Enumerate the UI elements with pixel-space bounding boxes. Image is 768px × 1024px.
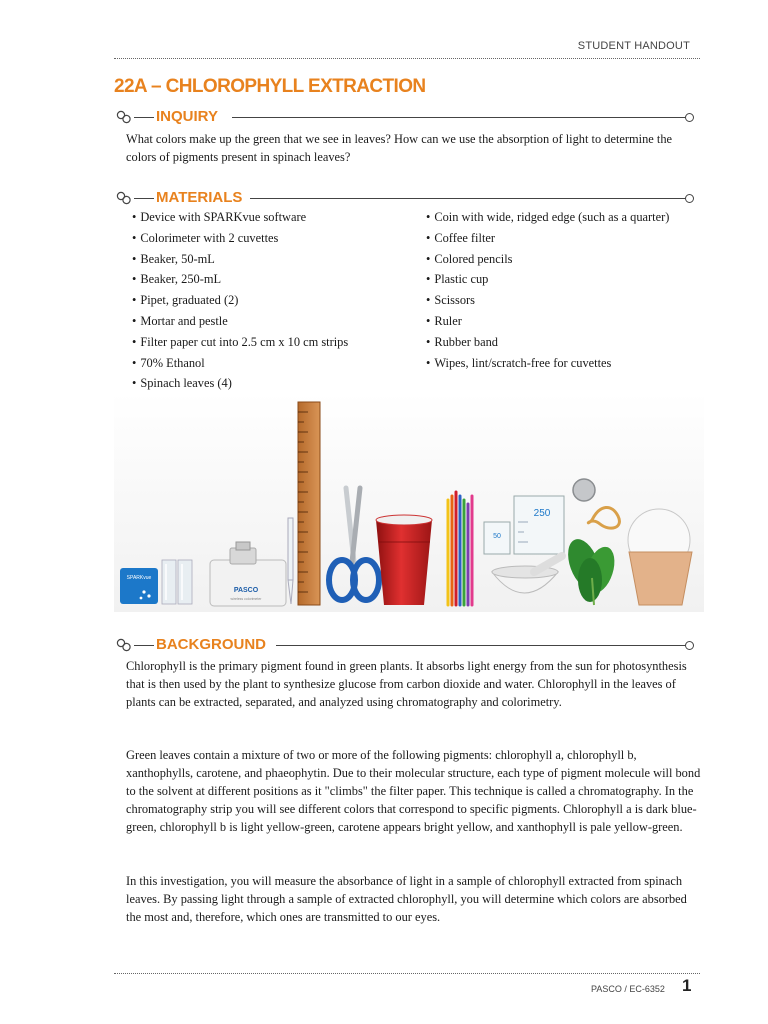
chain-link-icon [116, 191, 136, 205]
list-item: • Colorimeter with 2 cuvettes [132, 228, 348, 249]
beaker-50ml-icon [484, 522, 510, 554]
list-item: • Ruler [426, 311, 669, 332]
chain-link-icon [116, 638, 136, 652]
device-label: SPARKvue [126, 575, 152, 581]
section-background-heading [116, 636, 694, 656]
colorimeter-brand: PASCO [233, 587, 259, 594]
materials-photo [114, 392, 704, 612]
chain-link-icon [116, 110, 136, 124]
colored-pencils-icon [448, 492, 472, 605]
circle-end-icon [685, 113, 694, 122]
materials-list-right [426, 207, 669, 373]
list-item: • Scissors [426, 290, 669, 311]
section-rule [232, 117, 686, 118]
page-number: 1 [682, 976, 692, 995]
section-inquiry-heading [116, 108, 694, 128]
beaker-small-label: 50 [493, 533, 501, 540]
background-paragraph: Green leaves contain a mixture of two or more of the following pigments: chlorophyll a, chlorophyll b, xanthophylls, carotene, and phaeophytin. Due to their molecular structure, each type of pigment molecule will bond to the solvent at different positions as it "climbs" the filter paper. This technique is called a chromatography. In the chromatography strip you will see different colors that correspond to specific pigments. Chlorophyll a is dark blue-green, chlorophyll b is light yellow-green, carotene appears bright yellow, and xanthophyll is pale yellow-green. [126, 748, 701, 835]
beaker-large-label: 250 [533, 508, 551, 519]
section-title: INQUIRY [156, 108, 218, 125]
list-item: • Rubber band [426, 332, 669, 353]
circle-end-icon [685, 641, 694, 650]
coin-icon [573, 479, 595, 501]
inquiry-text: What colors make up the green that we see in leaves? How can we use the absorption of light to determine the colors of pigments present in spinach leaves? [126, 132, 673, 165]
list-item: • 70% Ethanol [132, 353, 348, 374]
section-title: MATERIALS [156, 189, 243, 206]
circle-end-icon [685, 194, 694, 203]
section-title: BACKGROUND [156, 636, 266, 653]
background-paragraph: Chlorophyll is the primary pigment found in green plants. It absorbs light energy from the sun for photosynthesis that is then used by the plant to synthesize glucose from carbon dioxide and water. Chlorophyll in the leaves of plants can be extracted, separated, and analyzed using chromatography and colorimetry. [126, 659, 687, 710]
plastic-cup-icon [376, 515, 432, 605]
page-title: 22A – CHLOROPHYLL EXTRACTION [114, 76, 426, 97]
list-item: • Spinach leaves (4) [132, 373, 348, 394]
list-item: • Pipet, graduated (2) [132, 290, 348, 311]
background-paragraph: In this investigation, you will measure the absorbance of light in a sample of chlorophyll extracted from spinach leaves. By passing light through a sample of extracted chlorophyll, you will determine which colors are absorbed the most and, therefore, which ones are transmitted to our eyes. [126, 874, 687, 925]
list-item: • Mortar and pestle [132, 311, 348, 332]
beaker-250ml-icon [514, 496, 564, 554]
list-item: • Coffee filter [426, 228, 669, 249]
materials-list-left [132, 207, 348, 394]
list-item: • Plastic cup [426, 269, 669, 290]
list-item: • Wipes, lint/scratch-free for cuvettes [426, 353, 669, 374]
ruler-icon [298, 402, 320, 605]
list-item: • Beaker, 50-mL [132, 249, 348, 270]
colorimeter-model: wireless colorimeter [230, 597, 262, 601]
footer-label: PASCO / EC-6352 [591, 984, 665, 994]
list-item: • Coin with wide, ridged edge (such as a quarter) [426, 207, 669, 228]
footer-divider [114, 973, 700, 974]
section-rule [276, 645, 686, 646]
list-item: • Colored pencils [426, 249, 669, 270]
tablet-device-icon [120, 568, 158, 604]
handout-label: STUDENT HANDOUT [577, 40, 690, 52]
section-materials-heading [116, 189, 694, 209]
list-item: • Filter paper cut into 2.5 cm x 10 cm strips [132, 332, 348, 353]
header-divider [114, 58, 700, 59]
list-item: • Device with SPARKvue software [132, 207, 348, 228]
section-rule [250, 198, 686, 199]
coffee-filter-icon [629, 552, 692, 605]
list-item: • Beaker, 250-mL [132, 269, 348, 290]
